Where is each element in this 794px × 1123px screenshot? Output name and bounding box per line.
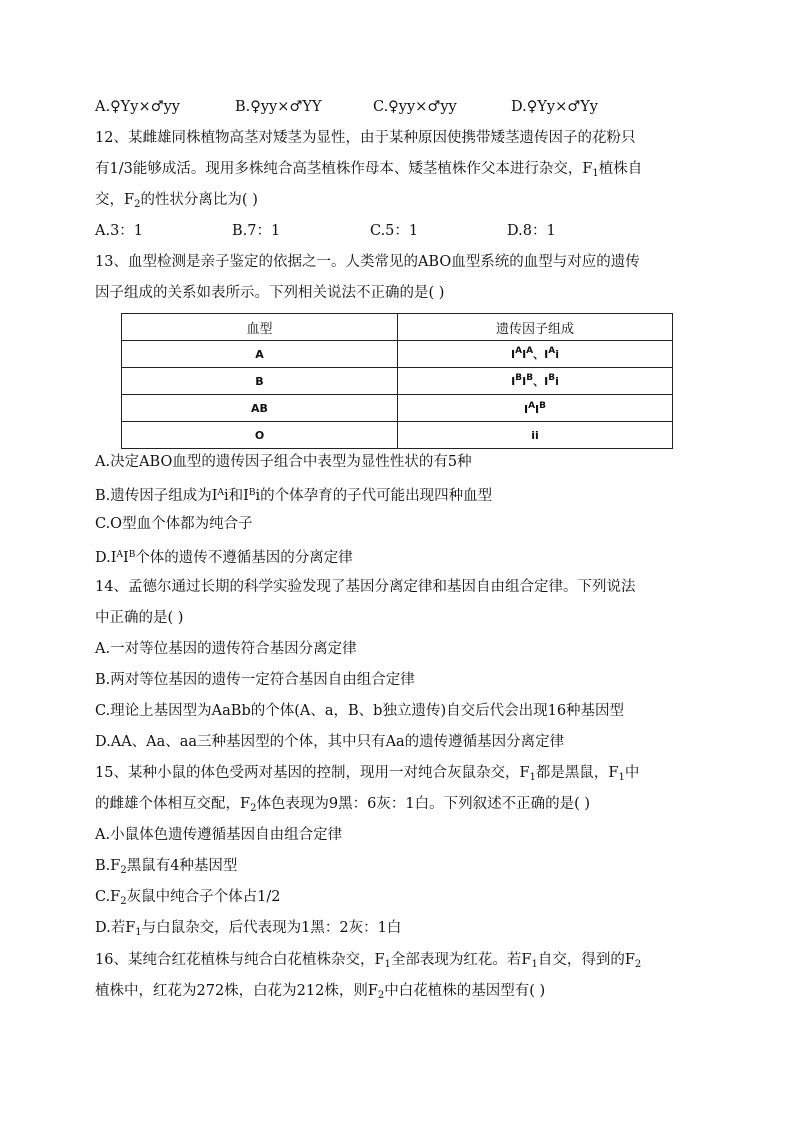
q15-option-a: A.小鼠体色遗传遵循基因自由组合定律: [95, 827, 343, 843]
table-cell-genotype: $I^AI^B$: [398, 395, 673, 422]
q14-option-a: A.一对等位基因的遗传符合基因分离定律: [95, 641, 357, 657]
q13-option-a: A.决定ABO血型的遗传因子组合中表型为显性性状的有5种: [95, 454, 472, 470]
q13-option-b: B.遗传因子组成为$I^Ai$和$I^Bi$的个体孕育的子代可能出现四种血型: [95, 488, 493, 504]
q13-line-1: 13、血型检测是亲子鉴定的依据之一。人类常见的ABO血型系统的血型与对应的遗传: [95, 254, 640, 270]
q15-option-d: D.若$F_1$与白鼠杂交，后代表现为1黑：2灰：1白: [95, 920, 402, 938]
q14-line-2: 中正确的是( ): [95, 610, 184, 626]
q12-option-a: A.3：1: [95, 223, 144, 239]
q14-option-d: D.AA、Aa、aa三种基因型的个体，其中只有Aa的遗传遵循基因分离定律: [95, 734, 565, 750]
q15-option-c: $C.F_2$灰鼠中纯合子个体占1/2: [95, 889, 281, 907]
table-cell-type: AB: [122, 395, 398, 422]
q11-option-c: C.♀yy×♂yy: [373, 99, 457, 115]
table-cell-type: B: [122, 368, 398, 395]
q13-line-2: 因子组成的关系如表所示。下列相关说法不正确的是( ): [95, 285, 445, 301]
table-row: [122, 422, 673, 449]
q15-line-1: 15、某种小鼠的体色受两对基因的控制，现用一对纯合灰鼠杂交，$F_1$都是黑鼠，$F_1$中: [95, 765, 640, 783]
table-cell-type: A: [122, 341, 398, 368]
q12-option-b: B.7：1: [232, 223, 281, 239]
q13-option-d: $D.I^AI^B$个体的遗传不遵循基因的分离定律: [95, 550, 353, 566]
q12-line-3: 交，$F_2$的性状分离比为( ): [95, 192, 258, 210]
table-cell-genotype: ii: [398, 422, 673, 449]
q15-line-2: 的雌雄个体相互交配，$F_2$体色表现为9黑：6灰：1白。下列叙述不正确的是( ): [95, 796, 591, 814]
q12-option-d: D.8：1: [507, 223, 556, 239]
table-row: [122, 368, 673, 395]
q14-line-1: 14、孟德尔通过长期的科学实验发现了基因分离定律和基因自由组合定律。下列说法: [95, 579, 636, 595]
q16-line-1: 16、某纯合红花植株与纯合白花植株杂交，$F_1$全部表现为红花。若$F_1$自交，得到的$F_2$: [95, 952, 642, 970]
q12-options: [95, 221, 705, 241]
q11-options: [95, 97, 705, 117]
q12-option-c: C.5：1: [370, 223, 419, 239]
q11-option-b: B.♀yy×♂YY: [235, 99, 322, 115]
q14-option-b: B.两对等位基因的遗传一定符合基因自由组合定律: [95, 672, 415, 688]
q13-option-c: C.O型血个体都为纯合子: [95, 516, 253, 532]
q11-option-a: A.♀Yy×♂yy: [95, 99, 180, 115]
table-row: [122, 341, 673, 368]
q12-line-2: 有1/3能够成活。现用多株纯合高茎植株作母本、矮茎植株作父本进行杂交，$F_1$植株自: [95, 161, 643, 179]
q14-option-c: C.理论上基因型为AaBb的个体(A、a，B、b独立遗传)自交后代会出现16种基因型: [95, 703, 625, 719]
table-row: [122, 395, 673, 422]
table-cell-type: O: [122, 422, 398, 449]
q12-line-1: 12、某雌雄同株植物高茎对矮茎为显性，由于某种原因使携带矮茎遗传因子的花粉只: [95, 130, 636, 146]
table-cell-genotype: $I^BI^B$、$I^Bi$: [398, 368, 673, 395]
table-header-blood-type: 血型: [122, 314, 398, 341]
table-header-row: [122, 314, 673, 341]
table-header-genotype: 遗传因子组成: [398, 314, 673, 341]
table-cell-genotype: $I^AI^A$、$I^Ai$: [398, 341, 673, 368]
blood-type-table: [121, 313, 673, 449]
q11-option-d: D.♀Yy×♂Yy: [511, 99, 598, 115]
q16-line-2: 植株中，红花为272株，白花为212株，则$F_2$中白花植株的基因型有( ): [95, 983, 546, 1001]
q15-option-b: $B.F_2$黑鼠有4种基因型: [95, 858, 238, 876]
